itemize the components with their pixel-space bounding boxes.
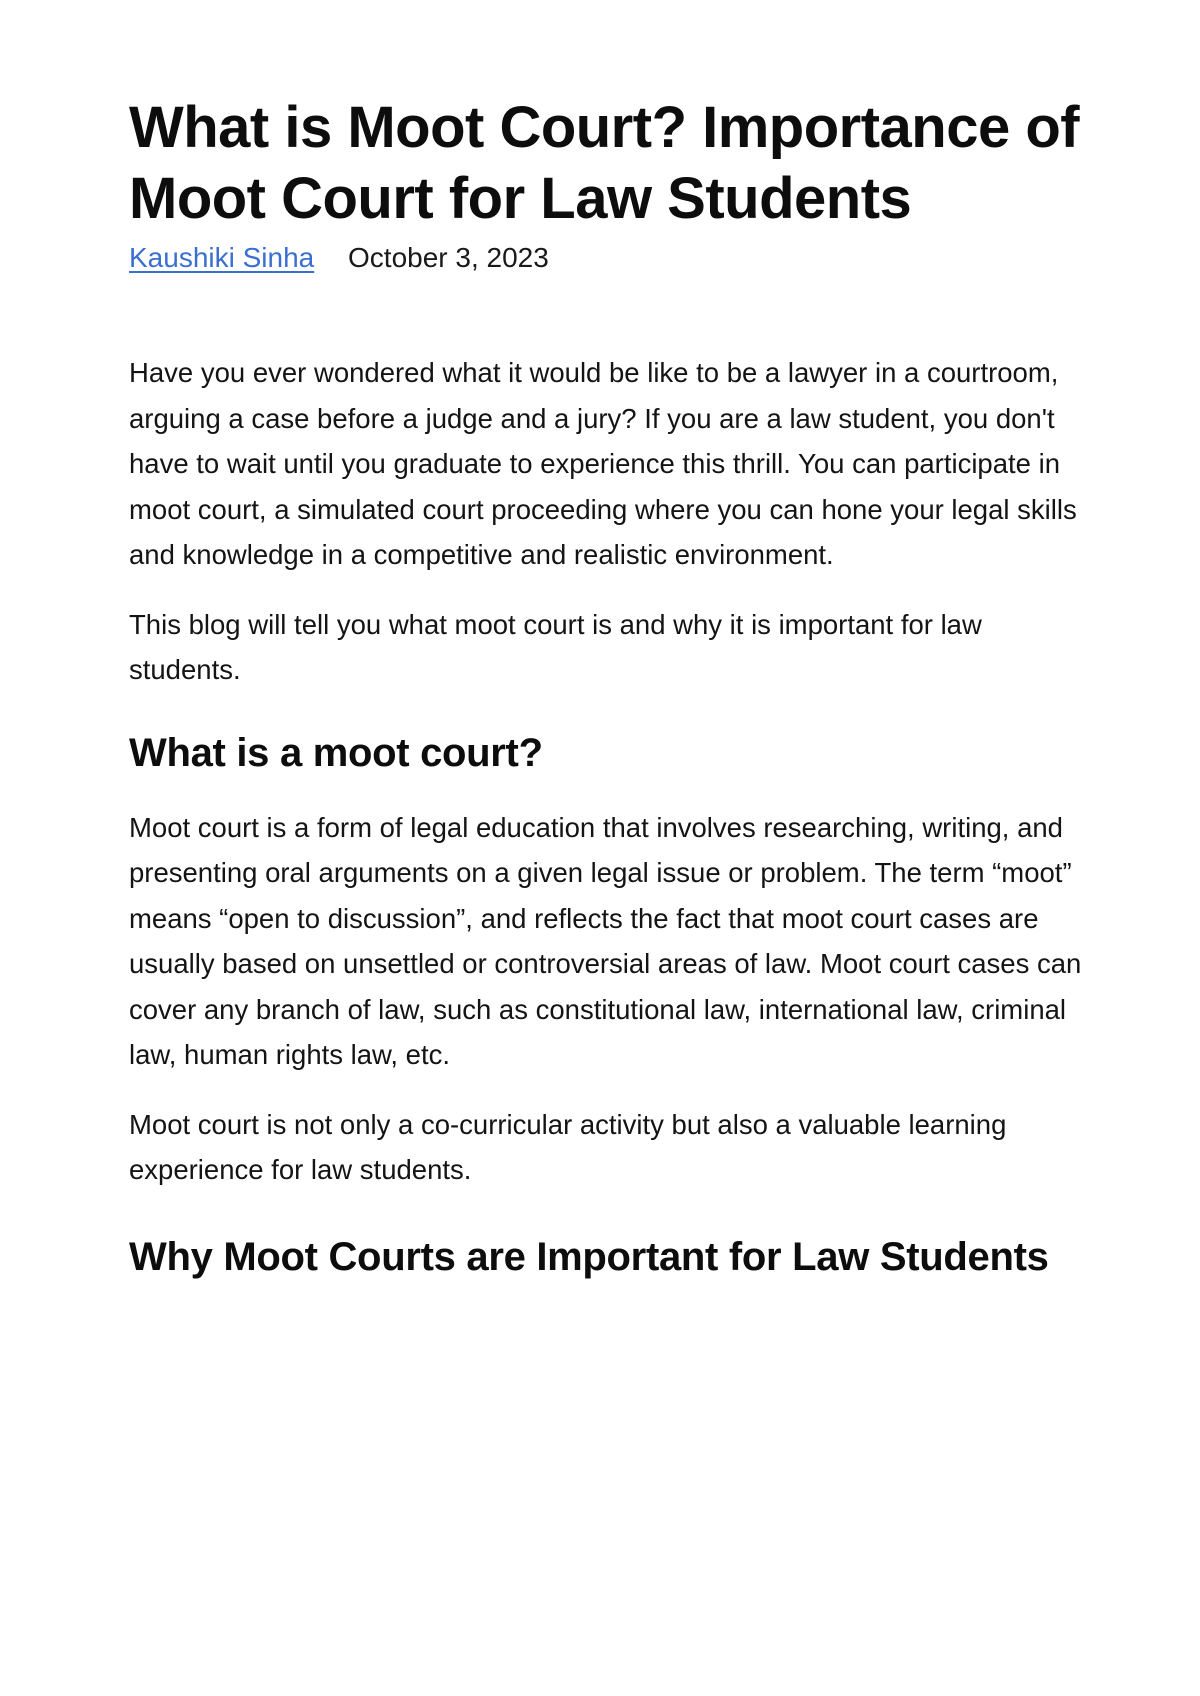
author-link[interactable]: Kaushiki Sinha — [129, 242, 315, 273]
section-heading-why-important: Why Moot Courts are Important for Law Students — [129, 1234, 1049, 1279]
section-paragraph: Moot court is not only a co-curricular activity but also a valuable learning experience for law students. — [129, 1108, 1007, 1185]
article-body — [129, 350, 1089, 1279]
intro-paragraph: Have you ever wondered what it would be like to be a lawyer in a courtroom, arguing a case before a judge and a jury? If you are a law student, you don't have to wait until you graduate to experience this thrill. You can participate in moot court, a simulated court proceeding where you can hone your legal skills and knowledge in a competitive and realistic environment. — [129, 357, 1077, 570]
publish-date: October 3, 2023 — [348, 242, 549, 273]
article-title: What is Moot Court? Importance of Moot Court for Law Students — [129, 95, 1080, 231]
section-paragraph: Moot court is a form of legal education that involves researching, writing, and presenting oral arguments on a given legal issue or problem. The term “moot” means “open to discussion”, and reflects the fact that moot court cases are usually based on unsettled or controversial areas of law. Moot court cases can cover any branch of law, such as constitutional law, international law, criminal law, human rights law, etc. — [129, 811, 1082, 1070]
intro-paragraph: This blog will tell you what moot court is and why it is important for law students. — [129, 608, 982, 685]
article-meta — [129, 238, 1089, 278]
section-heading-what-is-moot-court: What is a moot court? — [129, 730, 543, 775]
article — [129, 92, 1089, 1309]
